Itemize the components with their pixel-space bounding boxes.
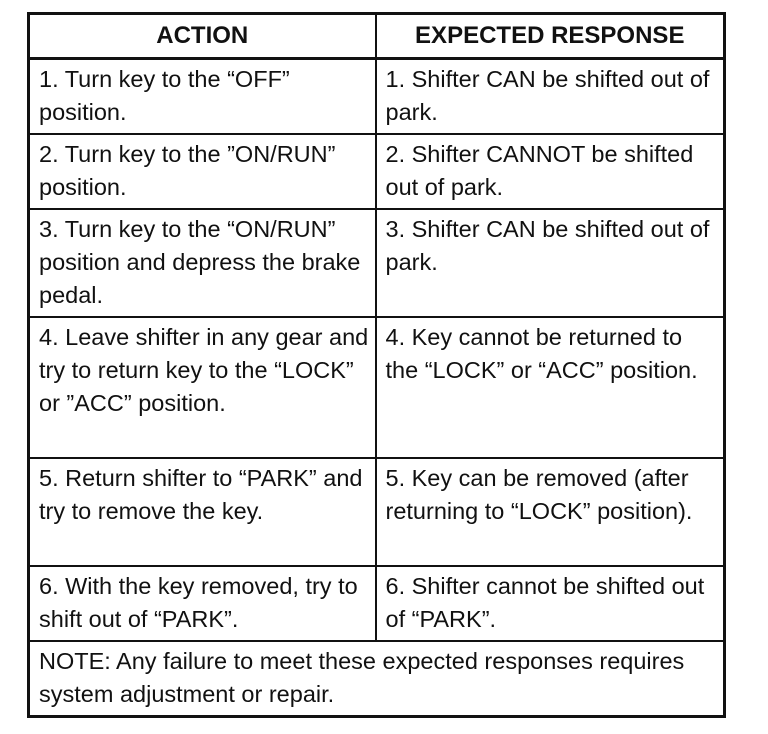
action-cell: 3. Turn key to the “ON/RUN” position and depress the brake pedal.	[29, 209, 376, 317]
response-cell: 6. Shifter cannot be shifted out of “PARK”.	[376, 566, 725, 641]
action-cell: 2. Turn key to the ”ON/RUN” position.	[29, 134, 376, 209]
table-row	[29, 59, 725, 135]
response-cell: 5. Key can be removed (after returning to “LOCK” position).	[376, 458, 725, 566]
action-cell: 4. Leave shifter in any gear and try to return key to the “LOCK” or ”ACC” position.	[29, 317, 376, 458]
header-row	[29, 14, 725, 59]
note-row	[29, 641, 725, 717]
table-row	[29, 134, 725, 209]
table-row	[29, 317, 725, 458]
header-action: ACTION	[29, 14, 376, 59]
response-cell: 4. Key cannot be returned to the “LOCK” or “ACC” position.	[376, 317, 725, 458]
action-cell: 1. Turn key to the “OFF” position.	[29, 59, 376, 135]
table-row	[29, 458, 725, 566]
table-row	[29, 209, 725, 317]
response-cell: 3. Shifter CAN be shifted out of park.	[376, 209, 725, 317]
table-row	[29, 566, 725, 641]
note-text: NOTE: Any failure to meet these expected responses requires system adjustment or repair.	[29, 641, 725, 717]
action-cell: 5. Return shifter to “PARK” and try to remove the key.	[29, 458, 376, 566]
action-cell: 6. With the key removed, try to shift out of “PARK”.	[29, 566, 376, 641]
response-cell: 2. Shifter CANNOT be shifted out of park.	[376, 134, 725, 209]
header-expected-response: EXPECTED RESPONSE	[376, 14, 725, 59]
response-cell: 1. Shifter CAN be shifted out of park.	[376, 59, 725, 135]
procedure-table	[27, 12, 726, 718]
